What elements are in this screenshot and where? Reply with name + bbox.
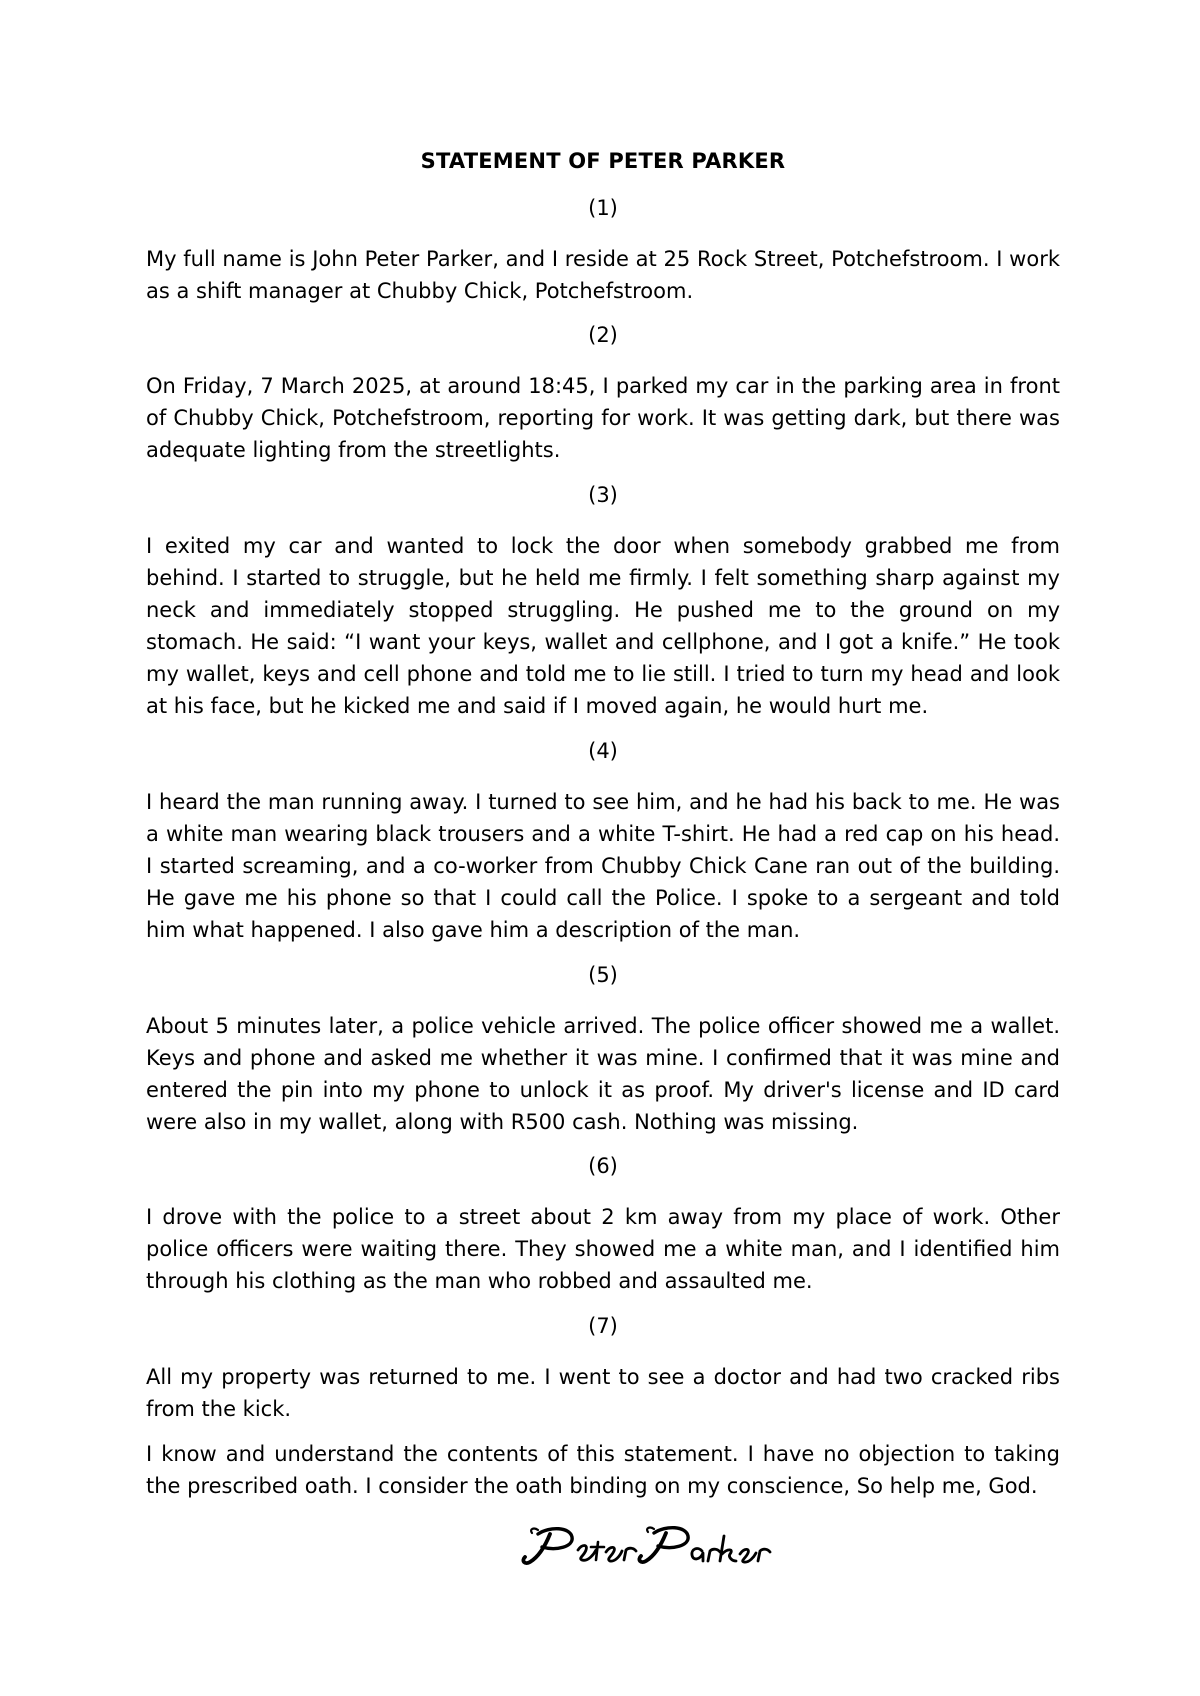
statement-title: STATEMENT OF PETER PARKER: [420, 149, 786, 173]
paragraph-number: (7): [588, 1314, 618, 1338]
paragraph-section-6: [146, 1153, 1060, 1297]
paragraph-number: (4): [588, 739, 618, 763]
paragraph-text: I drove with the police to a street about 2 km away from my place of work. Other police officers were waiting there. They showed me a white man, and I identified him through his clothing as the man who robbed and assaulted me.: [146, 1205, 1060, 1293]
paragraph-text: On Friday, 7 March 2025, at around 18:45, I parked my car in the parking area in front of Chubby Chick, Potchefstroom, reporting for work. It was getting dark, but there was adequate lighting from the streetlights.: [146, 374, 1060, 462]
paragraph-text: My full name is John Peter Parker, and I reside at 25 Rock Street, Potchefstroom. I work as a shift manager at Chubby Chick, Potchefstroom.: [146, 247, 1060, 303]
paragraph-section-4: [146, 738, 1060, 946]
handwritten-signature: [146, 1520, 1060, 1570]
paragraph-section-7: [146, 1313, 1060, 1425]
oath-section: [146, 1438, 1060, 1502]
paragraph-text: I exited my car and wanted to lock the door when somebody grabbed me from behind. I started to struggle, but he held me firmly. I felt something sharp against my neck and immediately stopped struggling. He pushed me to the ground on my stomach. He said: “I want your keys, wallet and cellphone, and I got a knife.” He took my wallet, keys and cell phone and told me to lie still. I tried to turn my head and look at his face, but he kicked me and said if I moved again, he would hurt me.: [146, 534, 1060, 718]
paragraph-number: (5): [588, 963, 618, 987]
paragraph-number: (2): [588, 323, 618, 347]
paragraph-section-5: [146, 962, 1060, 1138]
paragraph-number: (3): [588, 483, 618, 507]
paragraph-section-3: [146, 482, 1060, 722]
paragraph-number: (6): [588, 1154, 618, 1178]
statement-page: [146, 0, 1060, 1696]
paragraph-number: (1): [588, 196, 618, 220]
paragraph-section-2: [146, 322, 1060, 466]
paragraph-text: All my property was returned to me. I went to see a doctor and had two cracked ribs from the kick.: [146, 1365, 1060, 1421]
paragraph-text: I heard the man running away. I turned to see him, and he had his back to me. He was a white man wearing black trousers and a white T-shirt. He had a red cap on his head. I started screaming, and a co-worker from Chubby Chick Cane ran out of the building. He gave me his phone so that I could call the Police. I spoke to a sergeant and told him what happened. I also gave him a description of the man.: [146, 790, 1060, 942]
paragraph-section-1: [146, 195, 1060, 307]
oath-text: I know and understand the contents of this statement. I have no objection to taking the prescribed oath. I consider the oath binding on my conscience, So help me, God.: [146, 1442, 1060, 1498]
paragraph-text: About 5 minutes later, a police vehicle arrived. The police officer showed me a wallet. Keys and phone and asked me whether it was mine. I confirmed that it was mine and entered the pin into my phone to unlock it as proof. My driver's license and ID card were also in my wallet, along with R500 cash. Nothing was missing.: [146, 1014, 1060, 1134]
